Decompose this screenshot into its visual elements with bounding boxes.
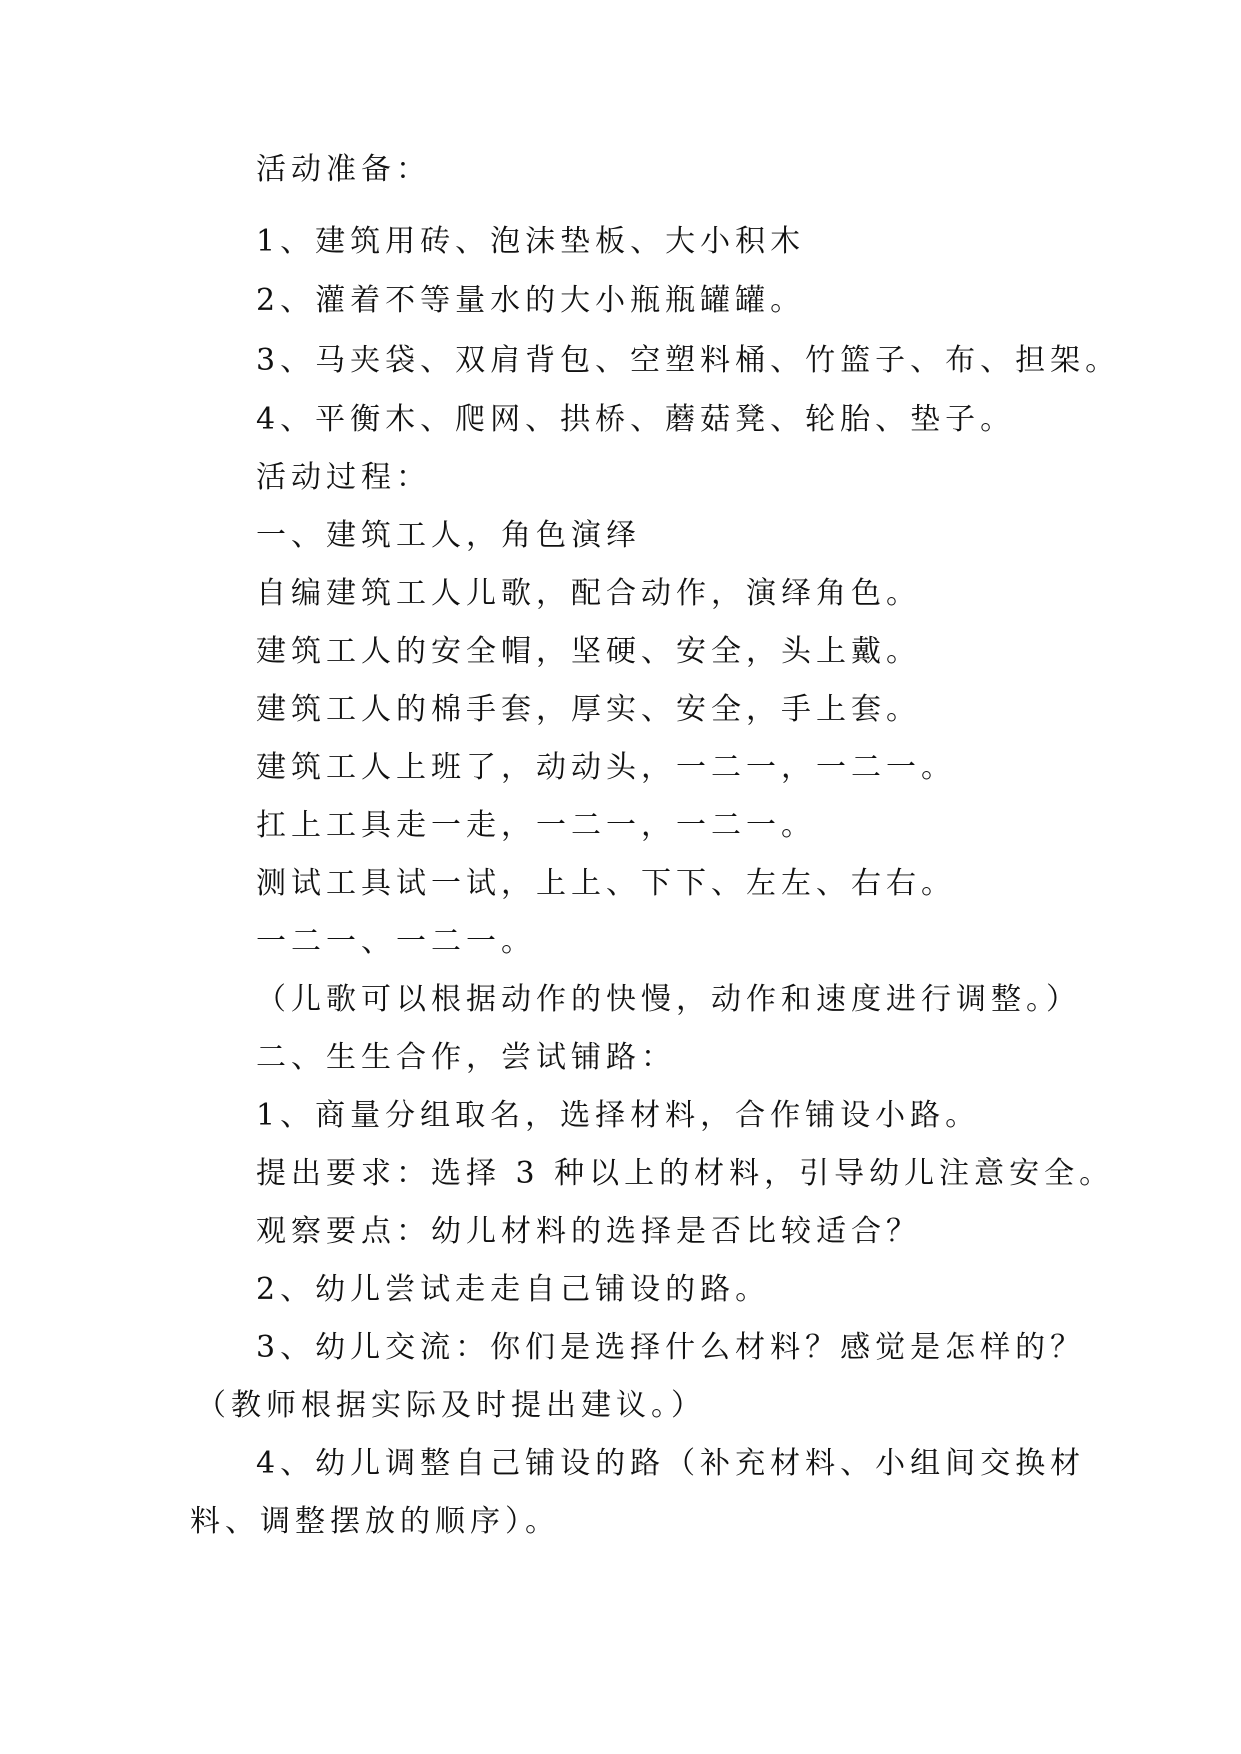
- song-line: 建筑工人的安全帽，坚硬、安全，头上戴。: [256, 634, 921, 669]
- song-note: （儿歌可以根据动作的快慢，动作和速度进行调整。）: [256, 982, 1081, 1017]
- step-2: 2、幼儿尝试走走自己铺设的路。: [256, 1272, 771, 1307]
- prep-item-2: 2、灌着不等量水的大小瓶瓶罐罐。: [256, 283, 806, 318]
- song-line: 扛上工具走一走，一二一，一二一。: [256, 808, 816, 843]
- paragraph: 自编建筑工人儿歌，配合动作，演绎角色。: [256, 576, 921, 611]
- step-4: 4、幼儿调整自己铺设的路（补充材料、小组间交换材: [256, 1446, 1086, 1481]
- section-2-title: 二、生生合作，尝试铺路：: [256, 1040, 676, 1075]
- song-line: 一二一、一二一。: [256, 924, 536, 959]
- song-line: 建筑工人的棉手套，厚实、安全，手上套。: [256, 692, 921, 727]
- song-line: 测试工具试一试，上上、下下、左左、右右。: [256, 866, 956, 901]
- prep-item-4: 4、平衡木、爬网、拱桥、蘑菇凳、轮胎、垫子。: [256, 402, 1016, 437]
- requirement-text: 提出要求：选择 3 种以上的材料，引导幼儿注意安全。: [256, 1156, 1115, 1191]
- step-1: 1、商量分组取名，选择材料，合作铺设小路。: [256, 1098, 981, 1133]
- heading-preparation: 活动准备：: [256, 152, 431, 187]
- step-3: 3、幼儿交流：你们是选择什么材料？感觉是怎样的？: [256, 1330, 1086, 1365]
- section-1-title: 一、建筑工人，角色演绎: [256, 518, 641, 553]
- prep-item-1: 1、建筑用砖、泡沫垫板、大小积木: [256, 224, 806, 259]
- step-3-note: （教师根据实际及时提出建议。）: [196, 1388, 706, 1423]
- song-line: 建筑工人上班了，动动头，一二一，一二一。: [256, 750, 956, 785]
- step-4-continued: 料、调整摆放的顺序）。: [190, 1504, 560, 1539]
- heading-process: 活动过程：: [256, 460, 431, 495]
- observation-text: 观察要点：幼儿材料的选择是否比较适合？: [256, 1214, 921, 1249]
- prep-item-3: 3、马夹袋、双肩背包、空塑料桶、竹篮子、布、担架。: [256, 343, 1121, 378]
